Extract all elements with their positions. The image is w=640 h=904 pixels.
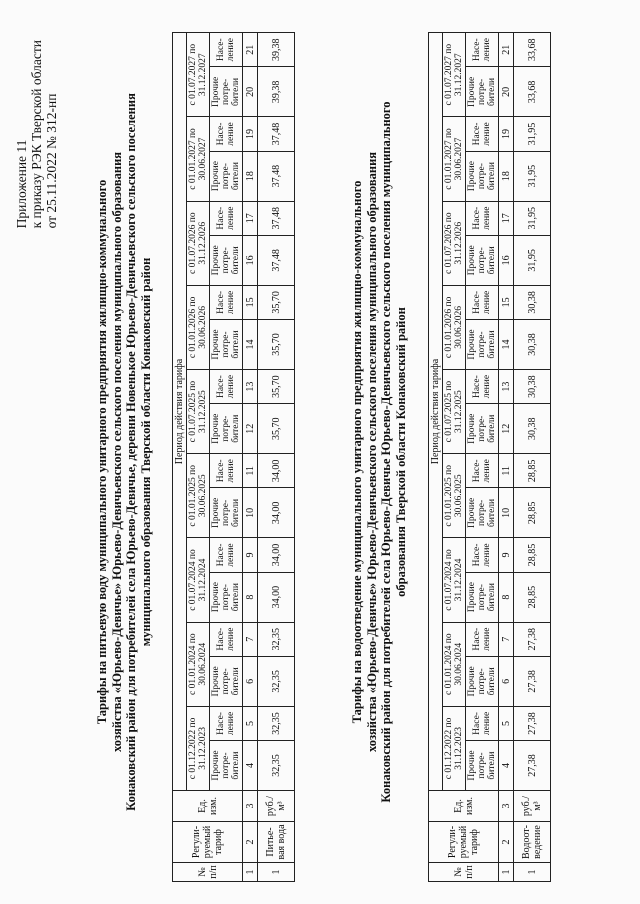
other-consumers-header: Прочие потре-бители [210,151,243,201]
population-header: Насе-ление [466,706,499,740]
tariff-value: 35,70 [258,285,295,319]
appendix-line-3: от 25.11.2022 № 312-нп [44,93,59,229]
period-cell: с 01.07.2026 по 31.12.2026 [443,201,466,285]
tariff-value: 30,38 [514,404,551,454]
tariff-value: 34,00 [258,572,295,622]
period-cell: с 01.01.2024 по 30.06.2024 [443,622,466,706]
period-cell: с 01.12.2022 по 31.12.2023 [187,706,210,790]
index-cell: 17 [243,201,258,235]
num-header: № п/п [429,863,499,882]
index-cell: 12 [499,404,514,454]
index-cell: 10 [499,488,514,538]
title-line: муниципального образования Тверской области Конаковский район [138,257,153,647]
period-cell: с 01.07.2027 по 31.12.2027 [187,33,210,117]
tariff-value: 33,68 [514,33,551,67]
period-cell: с 01.07.2024 по 31.12.2024 [443,538,466,622]
tariff-value: 35,70 [258,369,295,403]
population-header: Насе-ление [210,369,243,403]
other-consumers-header: Прочие потре-бители [466,235,499,285]
index-cell: 6 [243,656,258,706]
title-line: Конаковский район для потребителей села Юрьево-Девичье Юрьево-Девичьевского сельского поселения муниципального [379,101,393,803]
period-cell: с 01.01.2025 по 30.06.2025 [187,454,210,538]
other-consumers-header: Прочие потре-бители [210,488,243,538]
population-header: Насе-ление [466,117,499,151]
index-cell: 3 [243,791,258,822]
period-cell: с 01.01.2026 по 30.06.2026 [443,285,466,369]
other-consumers-header: Прочие потре-бители [466,67,499,117]
tariff-value: 32,35 [258,741,295,791]
period-cell: с 01.07.2024 по 31.12.2024 [187,538,210,622]
tariff-value: 27,38 [514,741,551,791]
num-header: № п/п [173,863,243,882]
tariff-value: 34,00 [258,454,295,488]
index-cell: 11 [243,454,258,488]
index-cell: 4 [499,741,514,791]
index-cell: 14 [243,320,258,370]
period-cell: с 01.01.2027 по 30.06.2027 [443,117,466,201]
tariff-value: 33,68 [514,67,551,117]
population-header: Насе-ление [210,622,243,656]
index-cell: 8 [243,572,258,622]
title-line: Тарифы на питьевую воду муниципального унитарного предприятия жилищно-коммунального [95,179,109,725]
title-line: образования Тверской области Конаковский район [393,307,408,597]
population-header: Насе-ление [466,622,499,656]
tariff-value: 35,70 [258,404,295,454]
tariff-value: 32,35 [258,656,295,706]
drinking-water-tariff-table [172,32,295,882]
drinking-water-title [95,40,153,864]
tariff-value: 39,38 [258,67,295,117]
row-number: 1 [514,863,551,882]
other-consumers-header: Прочие потре-бители [466,656,499,706]
index-row [243,33,258,882]
appendix-line-2: к приказу РЭК Тверской области [29,40,44,229]
index-cell: 21 [243,33,258,67]
tariff-value: 30,38 [514,285,551,319]
index-cell: 16 [499,235,514,285]
other-consumers-header: Прочие потре-бители [466,741,499,791]
title-line: Тарифы на водоотведение муниципального унитарного предприятия жилищно-коммунального [350,180,364,724]
tariff-value: 30,38 [514,369,551,403]
population-header: Насе-ление [210,201,243,235]
other-consumers-header: Прочие потре-бители [210,741,243,791]
tariff-value: 32,35 [258,622,295,656]
tariff-value: 31,95 [514,151,551,201]
tariff-header: Регули-руемый тариф [429,822,499,863]
index-cell: 5 [499,706,514,740]
other-consumers-header: Прочие потре-бители [466,151,499,201]
unit-header: Ед. изм. [173,791,243,822]
wastewater-tariff-table [428,32,551,882]
title-line: хозяйства «Юрьево-Девичье» Юрьево-Девичьевского сельского поселения муниципального образования [364,151,379,753]
title-line: Конаковский район для потребителей села Юрьево-Девичье, деревни Новенькое Юрьево-Девичьевского сельского поселения [124,93,138,811]
row-unit: руб./м³ [258,791,295,822]
header-row [429,33,443,882]
tariff-value: 31,95 [514,235,551,285]
row-unit: руб./м³ [514,791,551,822]
period-cell: с 01.01.2027 по 30.06.2027 [187,117,210,201]
unit-header: Ед. изм. [429,791,499,822]
period-cell: с 01.01.2025 по 30.06.2025 [443,454,466,538]
index-cell: 7 [243,622,258,656]
index-cell: 10 [243,488,258,538]
period-cell: с 01.07.2026 по 31.12.2026 [187,201,210,285]
tariff-value: 37,48 [258,117,295,151]
population-header: Насе-ление [466,33,499,67]
period-cell: с 01.12.2022 по 31.12.2023 [443,706,466,790]
period-cell: с 01.01.2024 по 30.06.2024 [187,622,210,706]
period-cell: с 01.01.2026 по 30.06.2026 [187,285,210,369]
row-tariff-name: Питье-вая вода [258,822,295,863]
period-cell: с 01.07.2025 по 31.12.2025 [187,369,210,453]
tariff-value: 34,00 [258,538,295,572]
tariff-value: 27,38 [514,656,551,706]
tariff-value: 32,35 [258,706,295,740]
index-cell: 20 [243,67,258,117]
other-consumers-header: Прочие потре-бители [466,572,499,622]
index-cell: 13 [499,369,514,403]
other-consumers-header: Прочие потре-бители [210,404,243,454]
tariff-header: Регули-руемый тариф [173,822,243,863]
period-row [187,33,210,882]
index-cell: 16 [243,235,258,285]
index-cell: 3 [499,791,514,822]
index-cell: 18 [499,151,514,201]
index-cell: 12 [243,404,258,454]
tariff-value: 34,00 [258,488,295,538]
tariff-value: 28,85 [514,572,551,622]
other-consumers-header: Прочие потре-бители [466,488,499,538]
tariff-value: 37,48 [258,151,295,201]
index-cell: 21 [499,33,514,67]
index-cell: 9 [243,538,258,572]
other-consumers-header: Прочие потре-бители [210,656,243,706]
appendix-line-1: Приложение 11 [14,139,29,229]
index-cell: 1 [499,863,514,882]
index-row [499,33,514,882]
tariff-value: 28,85 [514,538,551,572]
subheader-row [466,33,499,882]
other-consumers-header: Прочие потре-бители [466,320,499,370]
other-consumers-header: Прочие потре-бители [466,404,499,454]
index-cell: 18 [243,151,258,201]
wastewater-title [350,40,408,864]
index-cell: 6 [499,656,514,706]
index-cell: 11 [499,454,514,488]
population-header: Насе-ление [466,454,499,488]
index-cell: 5 [243,706,258,740]
tariff-value: 35,70 [258,320,295,370]
tariff-value: 28,85 [514,454,551,488]
header-row [173,33,187,882]
tariff-value: 31,95 [514,117,551,151]
row-tariff-name: Водоот-ведение [514,822,551,863]
index-cell: 1 [243,863,258,882]
other-consumers-header: Прочие потре-бители [210,320,243,370]
tariff-value: 37,48 [258,235,295,285]
index-cell: 2 [499,822,514,863]
population-header: Насе-ление [210,454,243,488]
tariff-value: 27,38 [514,706,551,740]
index-cell: 19 [499,117,514,151]
population-header: Насе-ление [210,706,243,740]
period-header: Период действия тарифа [429,33,443,791]
period-row [443,33,466,882]
tariff-value: 39,38 [258,33,295,67]
population-header: Насе-ление [210,285,243,319]
title-line: хозяйства «Юрьево-Девичье» Юрьево-Девичьевского сельского поселения муниципального образования [109,151,124,753]
index-cell: 2 [243,822,258,863]
row-number: 1 [258,863,295,882]
index-cell: 9 [499,538,514,572]
tariff-value: 28,85 [514,488,551,538]
population-header: Насе-ление [210,33,243,67]
population-header: Насе-ление [466,369,499,403]
tariff-value: 27,38 [514,622,551,656]
index-cell: 17 [499,201,514,235]
index-cell: 14 [499,320,514,370]
population-header: Насе-ление [466,201,499,235]
index-cell: 13 [243,369,258,403]
other-consumers-header: Прочие потре-бители [210,67,243,117]
table-row [258,33,295,882]
population-header: Насе-ление [210,538,243,572]
subheader-row [210,33,243,882]
index-cell: 7 [499,622,514,656]
period-header: Период действия тарифа [173,33,187,791]
other-consumers-header: Прочие потре-бители [210,235,243,285]
index-cell: 4 [243,741,258,791]
index-cell: 15 [243,285,258,319]
population-header: Насе-ление [466,538,499,572]
period-cell: с 01.07.2025 по 31.12.2025 [443,369,466,453]
appendix-header [14,40,59,228]
table-row [514,33,551,882]
tariff-value: 37,48 [258,201,295,235]
index-cell: 8 [499,572,514,622]
index-cell: 15 [499,285,514,319]
tariff-value: 31,95 [514,201,551,235]
population-header: Насе-ление [466,285,499,319]
other-consumers-header: Прочие потре-бители [210,572,243,622]
index-cell: 19 [243,117,258,151]
tariff-value: 30,38 [514,320,551,370]
index-cell: 20 [499,67,514,117]
period-cell: с 01.07.2027 по 31.12.2027 [443,33,466,117]
population-header: Насе-ление [210,117,243,151]
